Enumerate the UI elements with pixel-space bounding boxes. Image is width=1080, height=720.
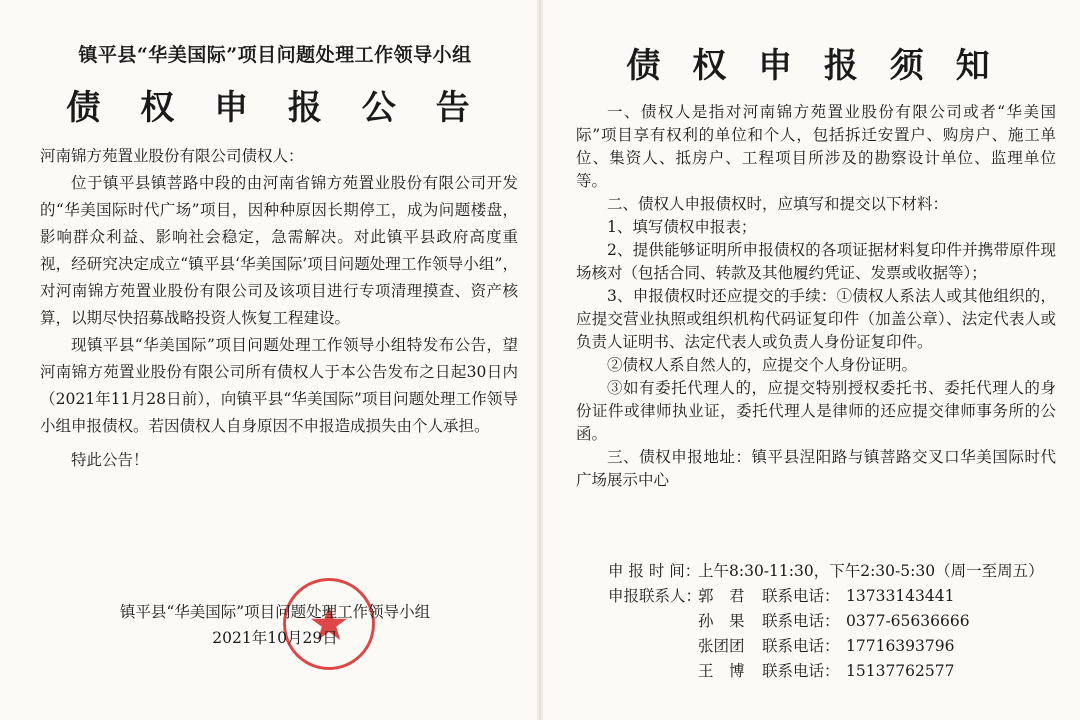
- hours-row: [608, 559, 1048, 584]
- notice-title: 债 权 申 报 须 知: [626, 46, 1000, 86]
- contact-row: [608, 584, 1048, 609]
- hours-value: 上午8:30-11:30，下午2:30-5:30（周一至周五）: [698, 562, 1044, 580]
- contact-row: [608, 634, 1048, 659]
- page-gutter: [537, 0, 543, 720]
- contact-phone: 0377-65636666: [846, 612, 970, 630]
- contact-name: 孙 果: [698, 612, 745, 630]
- contact-row: [608, 609, 1048, 634]
- contact-phone: 13733143441: [846, 587, 955, 605]
- paragraph-2: 现镇平县“华美国际”项目问题处理工作领导小组特发布公告，望河南锦方苑置业股份有限公司所有债权人于本公告发布之日起30日内（2021年11月28日前），向镇平县“华美国际”项目问题处理工作领导小组申报债权。若因债权人自身原因不申报造成损失由个人承担。: [40, 336, 518, 435]
- notice-item-2-1: 1、填写债权申报表；: [607, 218, 757, 236]
- notice-item-1: 一、债权人是指对河南锦方苑置业股份有限公司或者“华美国际”项目享有权利的单位和个人，包括拆迁安置户、购房户、施工单位、集资人、抵房户、工程项目所涉及的勘察设计单位、监理单位等。: [576, 103, 1056, 190]
- contacts-label: 申报联系人：: [608, 587, 702, 605]
- signature-org: 镇平县“华美国际”项目问题处理工作领导小组: [119, 603, 431, 621]
- phone-label: 联系电话：: [762, 612, 840, 630]
- contact-name: 张团团: [698, 637, 745, 655]
- phone-label: 联系电话：: [762, 637, 840, 655]
- notice-item-3: 三、债权申报地址：镇平县涅阳路与镇菩路交叉口华美国际时代广场展示中心: [576, 448, 1056, 489]
- signature-date: 2021年10月29日: [212, 629, 338, 647]
- contact-row: [608, 659, 1048, 684]
- phone-label: 联系电话：: [762, 662, 840, 680]
- hours-label: 申 报 时 间：: [608, 562, 701, 580]
- notice-body: [576, 101, 1056, 492]
- contact-schedule: [608, 559, 1048, 684]
- contact-name: 郭 君: [698, 587, 745, 605]
- contact-phone: 17716393796: [846, 637, 955, 655]
- announcement-body: [40, 143, 518, 474]
- official-seal-icon: [283, 578, 375, 670]
- notice-item-2: 二、债权人申报债权时，应填写和提交以下材料：: [607, 195, 949, 213]
- notice-item-2-3b: ②债权人系自然人的，应提交个人身份证明。: [607, 356, 918, 374]
- contact-name: 王 博: [698, 662, 745, 680]
- notice-item-2-3c: ③如有委托代理人的，应提交特别授权委托书、委托代理人的身份证件或律师执业证，委托代理人是律师的还应提交律师事务所的公函。: [576, 379, 1056, 443]
- announcement-title: 债 权 申 报 公 告: [66, 88, 484, 128]
- paragraph-1: 位于镇平县镇菩路中段的由河南省锦方苑置业股份有限公司开发的“华美国际时代广场”项目，因种种原因长期停工，成为问题楼盘，影响群众利益、影响社会稳定，急需解决。对此镇平县政府高度重视，经研究决定成立“镇平县‘华美国际’项目问题处理工作领导小组”，对河南锦方苑置业股份有限公司及该项目进行专项清理摸查、资产核算，以期尽快招募战略投资人恢复工程建设。: [40, 174, 518, 327]
- contact-phone: 15137762577: [846, 662, 955, 680]
- phone-label: 联系电话：: [762, 587, 840, 605]
- notice-item-2-2: 2、提供能够证明所申报债权的各项证据材料复印件并携带原件现场核对（包括合同、转款及其他履约凭证、发票或收据等）；: [576, 241, 1056, 282]
- closing-text: 特此公告！: [71, 451, 149, 469]
- salutation: 河南锦方苑置业股份有限公司债权人：: [40, 147, 304, 165]
- notice-item-2-3: 3、申报债权时还应提交的手续：①债权人系法人或其他组织的，应提交营业执照或组织机构代码证复印件（加盖公章）、法定代表人或负责人证明书、法定代表人或负责人身份证复印件。: [576, 287, 1056, 351]
- org-title: 镇平县“华美国际”项目问题处理工作领导小组: [78, 44, 472, 66]
